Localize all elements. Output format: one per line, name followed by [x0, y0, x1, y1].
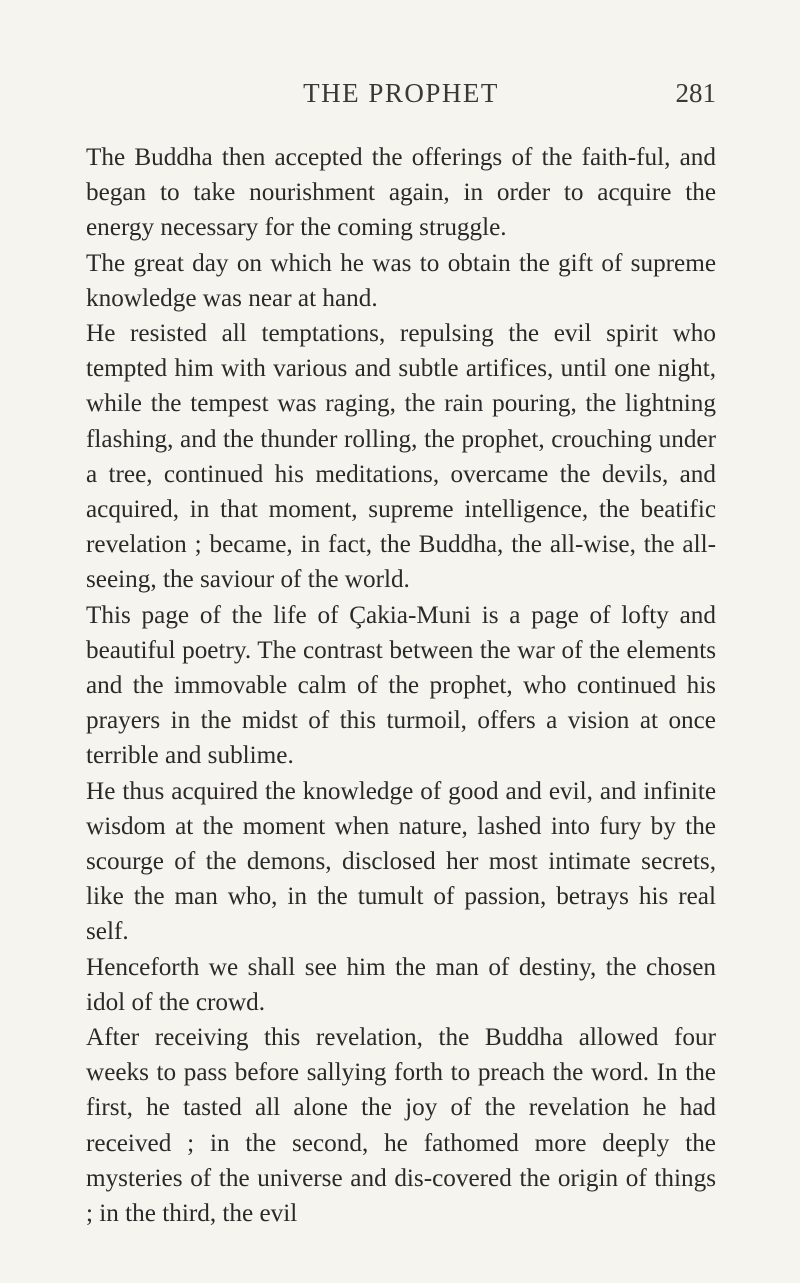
page-header — [86, 78, 716, 114]
body-text — [86, 140, 716, 1231]
running-head: THE PROPHET — [303, 78, 499, 108]
page-number: 281 — [675, 78, 716, 108]
paragraph: This page of the life of Çakia-Muni is a page of lofty and beautiful poetry. The contrast between the war of the elements and the immovable calm of the prophet, who continued his prayers in the midst of this turmoil, offers a vision at once terrible and sublime. — [86, 601, 716, 770]
paragraph: He thus acquired the knowledge of good and evil, and infinite wisdom at the moment when nature, lashed into fury by the scourge of the demons, disclosed her most intimate secrets, like the man who, in the tumult of passion, betrays his real self. — [86, 777, 716, 946]
paragraph: He resisted all temptations, repulsing the evil spirit who tempted him with various and subtle artifices, until one night, while the tempest was raging, the rain pouring, the lightning flashing, and the thunder rolling, the prophet, crouching under a tree, continued his meditations, overcame the devils, and acquired, in that moment, supreme intelligence, the beatific revelation ; became, in fact, the Buddha, the all-wise, the all-seeing, the saviour of the world. — [86, 320, 716, 594]
paragraph: The great day on which he was to obtain the gift of supreme knowledge was near at hand. — [86, 249, 716, 312]
paragraph: After receiving this revelation, the Buddha allowed four weeks to pass before sallying forth to preach the word. In the first, he tasted all alone the joy of the revelation he had received ; in the second, he fathomed more deeply the mysteries of the universe and dis-covered the origin of things ; in the third, the evil — [86, 1024, 716, 1228]
paragraph: Henceforth we shall see him the man of destiny, the chosen idol of the crowd. — [86, 953, 716, 1016]
paragraph: The Buddha then accepted the offerings of the faith-ful, and began to take nourishment again, in order to acquire the energy necessary for the coming struggle. — [86, 144, 716, 242]
